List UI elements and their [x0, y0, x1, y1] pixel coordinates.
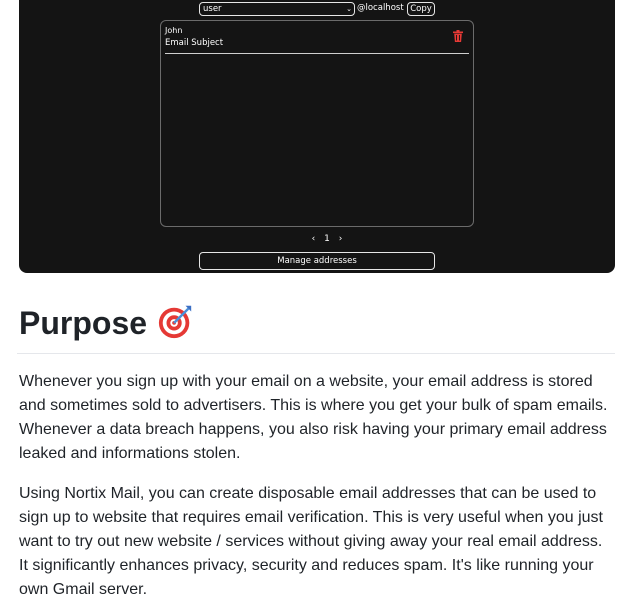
section-heading: [19, 300, 195, 346]
paragraph: Whenever you sign up with your email on a website, your email address is stored and sometimes sold to advertisers. This is where you get your bulk of spam emails. Whenever a data breach happens, you also risk having your primary email address leaked and informations stolen.: [19, 373, 608, 462]
manage-addresses-button[interactable]: Manage addresses: [199, 252, 435, 270]
inbox-list: [160, 20, 474, 227]
username-value: user: [203, 4, 222, 14]
chevron-down-icon: ⌄: [346, 5, 352, 13]
target-icon: [157, 302, 195, 340]
heading-text: Purpose: [19, 305, 148, 341]
prev-page-button[interactable]: ‹: [311, 234, 316, 244]
copy-button[interactable]: Copy: [407, 2, 435, 16]
heading-divider: [17, 353, 615, 354]
trash-icon[interactable]: [453, 30, 463, 42]
list-item[interactable]: [161, 21, 473, 55]
next-page-button[interactable]: ›: [338, 234, 343, 244]
domain-label: @localhost: [357, 3, 404, 13]
username-select[interactable]: [199, 2, 355, 16]
mail-subject: Email Subject: [165, 38, 224, 48]
app-screenshot: [19, 0, 615, 273]
paragraph: Using Nortix Mail, you can create disposable email addresses that can be used to sign up to website that requires email verification. This is very useful when you just want to try out new website / services without giving away your real email address. It significantly enhances privacy, security and reduces spam. It's like running your own Gmail server.: [19, 485, 603, 598]
page-number: 1: [324, 234, 330, 244]
pagination: [297, 234, 357, 244]
divider: [165, 53, 469, 54]
mail-sender: John: [165, 26, 183, 35]
